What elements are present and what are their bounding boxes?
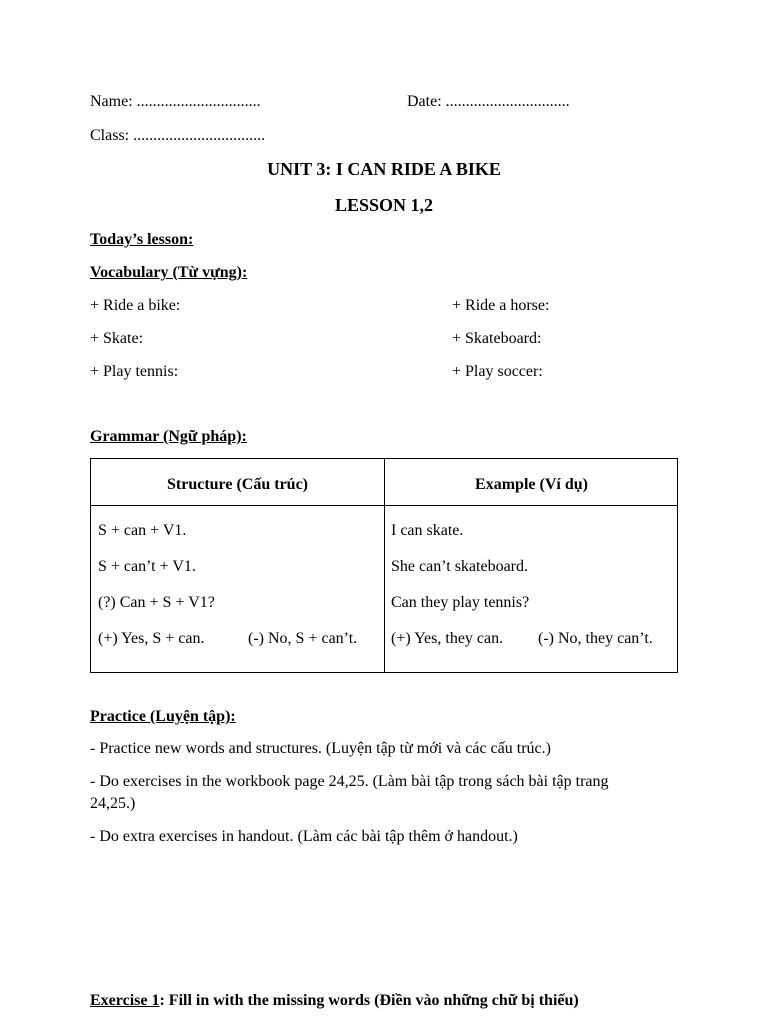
example-cell: (-) No, they can’t.	[538, 630, 653, 647]
vocab-item: + Play soccer:	[452, 363, 543, 380]
class-field-label: Class: .................................	[90, 127, 266, 144]
vocabulary-heading: Vocabulary (Từ vựng):	[90, 264, 248, 281]
unit-title: UNIT 3: I CAN RIDE A BIKE	[267, 159, 501, 179]
structure-cell: (-) No, S + can’t.	[248, 630, 358, 647]
table-header-example: Example (Ví dụ)	[475, 476, 588, 493]
structure-cell: S + can + V1.	[98, 522, 187, 539]
date-field-label: Date: ...............................	[407, 93, 570, 110]
grammar-heading: Grammar (Ngữ pháp):	[90, 428, 247, 445]
practice-heading: Practice (Luyện tập):	[90, 708, 236, 725]
vocab-item: + Skate:	[90, 330, 144, 347]
exercise-1-instruction	[90, 991, 579, 1011]
vocab-item: + Ride a bike:	[90, 297, 181, 314]
example-cell: She can’t skateboard.	[391, 558, 528, 575]
vocab-item: + Ride a horse:	[452, 297, 550, 314]
vocab-item: + Play tennis:	[90, 363, 179, 380]
practice-item: 24,25.)	[90, 795, 136, 812]
practice-item: - Do exercises in the workbook page 24,25. (Làm bài tập trong sách bài tập trang	[90, 773, 609, 790]
name-field-label: Name: ...............................	[90, 93, 261, 110]
example-cell: I can skate.	[391, 522, 464, 539]
example-cell: Can they play tennis?	[391, 594, 530, 611]
todays-lesson-heading: Today’s lesson:	[90, 231, 194, 248]
structure-cell: (+) Yes, S + can.	[98, 630, 205, 647]
table-header-structure: Structure (Cấu trúc)	[166, 476, 308, 493]
grammar-table	[90, 458, 678, 673]
practice-item: - Practice new words and structures. (Luyện tập từ mới và các cấu trúc.)	[90, 740, 551, 757]
exercise-1-label: Exercise 1	[90, 992, 160, 1009]
table-divider	[91, 505, 677, 506]
practice-item: - Do extra exercises in handout. (Làm các bài tập thêm ở handout.)	[90, 828, 518, 845]
example-cell: (+) Yes, they can.	[391, 630, 504, 647]
lesson-title: LESSON 1,2	[334, 195, 434, 215]
structure-cell: S + can’t + V1.	[98, 558, 196, 575]
structure-cell: (?) Can + S + V1?	[98, 594, 215, 611]
exercise-1-text: : Fill in with the missing words (Điền vào những chữ bị thiếu)	[159, 992, 579, 1009]
vocab-item: + Skateboard:	[452, 330, 542, 347]
